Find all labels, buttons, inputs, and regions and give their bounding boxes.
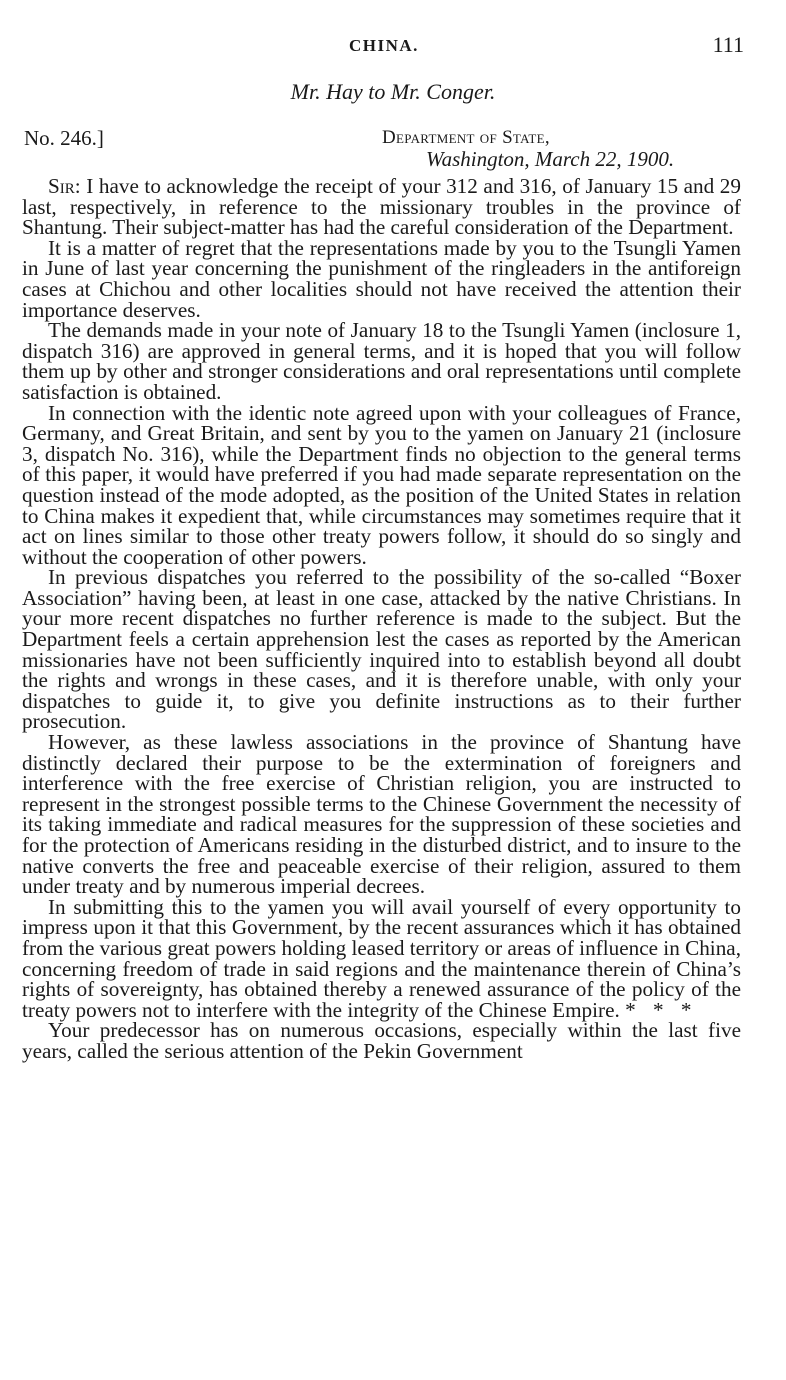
paragraph: However, as these lawless associations in the province of Shantung have distinctly declared their purpose to be the extermination of foreigners and interference with the free exercise of Christian religion, you are instructed to represent in the strongest possible terms to the Chinese Government the necessity of its taking immediate and radical measures for the suppression of these societies and for the protection of Americans residing in the disturbed district, and to insure to the native converts the free and peaceable exercise of their religion, assured to them under treaty and by numerous imperial decrees. [22,730,741,899]
department-name: Department of State, [382,127,550,148]
paragraph: In connection with the identic note agreed upon with your colleagues of France, Germany, and Great Britain, and sent by you to the yamen on January 21 (inclosure 3, dispatch No. 316), while the Department finds no objection to the general terms of this paper, it would have preferred if you had made separate representation on the question instead of the mode adopted, as the position of the United States in relation to China makes it expedient that, while circumstances may sometimes require that it act on lines similar to those other treaty powers follow, it should do so singly and without the cooperation of other powers. [22,400,741,569]
paragraph: Your predecessor has on numerous occasions, especially within the last five years, called the serious attention of the Pekin Government [22,1018,741,1063]
letter-body [22,176,741,1062]
paragraph [22,176,741,238]
place-date: Washington, March 22, 1900. [426,147,675,171]
paragraph: In previous dispatches you referred to the possibility of the so-called “Boxer Association” having been, at least in one case, attacked by the native Christians. In your more recent dispatches no further reference is made to the subject. But the Department feels a certain apprehension lest the cases as reported by the American missionaries have not been sufficiently inquired into to establish beyond all doubt the rights and wrongs in these cases, and it is therefore unable, with only your dispatches to guide it, to give you definite instructions as to their further prosecution. [22,565,741,734]
document-number: No. 246.] [24,126,104,150]
paragraph: It is a matter of regret that the representations made by you to the Tsungli Yamen in June of last year concerning the punishment of the ringleaders in the antiforeign cases at Chichou and other localities should not have received the attention their importance deserves. [22,235,741,322]
running-title: CHINA. [349,36,419,55]
running-head [0,32,786,62]
paragraph-text: I have to acknowledge the receipt of your 312 and 316, of January 15 and 29 last, respectively, in reference to the missionary troubles in the province of Shantung. Their subject-matter has had the careful consideration of the Department. [22,174,741,240]
ellipsis-stars: * * * [625,997,692,1022]
paragraph: The demands made in your note of January 18 to the Tsungli Yamen (inclosure 1, dispatch 316) are approved in general terms, and it is hoped that you will follow them up by other and stronger considerations and oral representations until complete satisfaction is obtained. [22,318,741,404]
paragraph-text: In submitting this to the yamen you will avail yourself of every opportunity to impress upon it that this Government, by the recent assurances which it has obtained from the various great powers holding leased territory or areas of influence in China, concerning freedom of trade in said regions and the maintenance therein of China’s rights of sovereignty, has obtained thereby a renewed assurance of the policy of the treaty powers not to interfere with the integrity of the Chinese Empire. [22,894,741,1022]
department-line [382,127,550,149]
salutation: Sir: [48,174,81,198]
letter-heading: Mr. Hay to Mr. Conger. [290,79,496,104]
page-number: 111 [712,32,744,57]
paragraph [22,894,741,1022]
